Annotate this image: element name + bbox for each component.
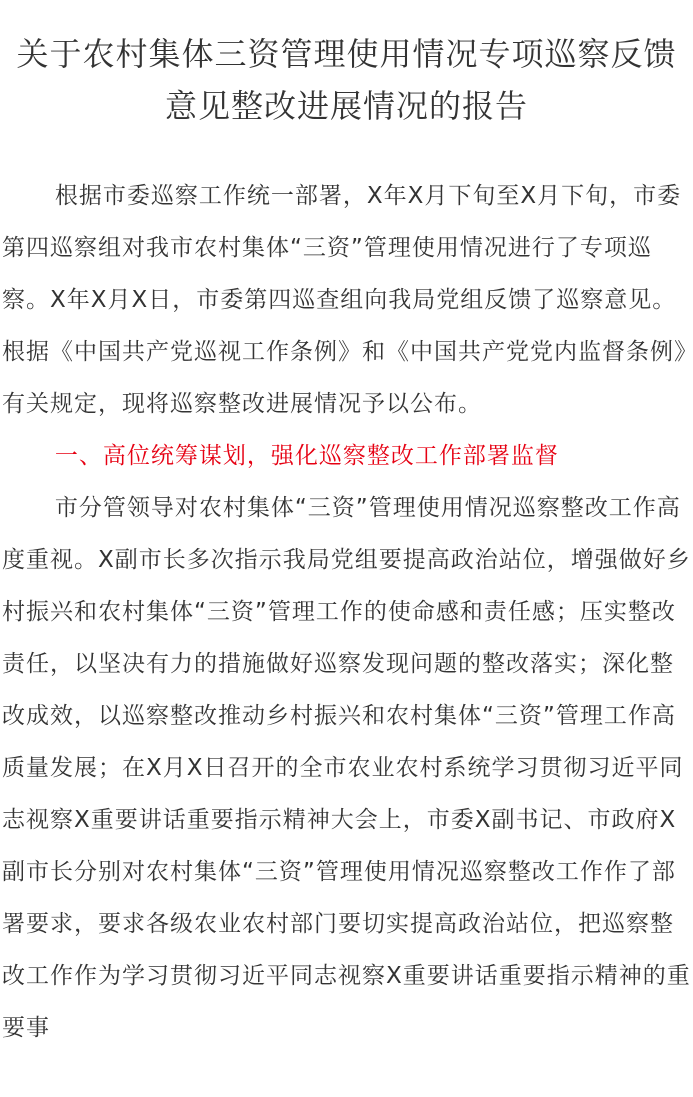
document-body bbox=[0, 170, 693, 1054]
section-1-paragraph: 市分管领导对农村集体“三资”管理使用情况巡察整改工作高度重视。X副市长多次指示我局党组要提高政治站位，增强做好乡村振兴和农村集体“三资”管理工作的使命感和责任感；压实整改责任，以坚决有力的措施做好巡察发现问题的整改落实；深化整改成效，以巡察整改推动乡村振兴和农村集体“三资”管理工作高质量发展；在X月X日召开的全市农业农村系统学习贯彻习近平同志视察X重要讲话重要指示精神大会上，市委X副书记、市政府X副市长分别对农村集体“三资”管理使用情况巡察整改工作作了部署要求，要求各级农业农村部门要切实提高政治站位，把巡察整改工作作为学习贯彻习近平同志视察X重要讲话重要指示精神的重要事 bbox=[2, 495, 691, 1041]
section-heading-1: 一、高位统筹谋划，强化巡察整改工作部署监督 bbox=[54, 443, 559, 469]
intro-paragraph: 根据市委巡察工作统一部署，X年X月下旬至X月下旬，市委第四巡察组对我市农村集体“三资”管理使用情况进行了专项巡察。X年X月X日，市委第四巡查组向我局党组反馈了巡察意见。根据《中国共产党巡视工作条例》和《中国共产党党内监督条例》有关规定，现将巡察整改进展情况予以公布。 bbox=[2, 183, 687, 417]
document-title: 关于农村集体三资管理使用情况专项巡察反馈意见整改进展情况的报告 bbox=[16, 35, 677, 125]
